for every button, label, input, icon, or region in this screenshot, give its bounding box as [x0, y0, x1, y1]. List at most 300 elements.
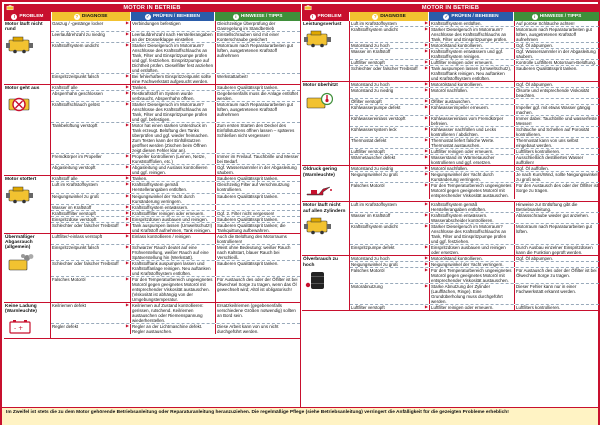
fix-cell: Kraftstoffsystem entwässern. Wasserabscheider kontrollieren.	[429, 213, 514, 223]
row-list	[51, 21, 300, 84]
arrow-right-icon: ▶	[424, 43, 428, 48]
fix-cell: Neigungswinkel der Yacht durch Kursänderung verringern.	[429, 172, 514, 182]
engine-icon	[303, 214, 348, 237]
table-row	[350, 172, 599, 183]
exclamation-icon: !	[11, 14, 17, 20]
diagnose-text: Falsches Motoröl	[52, 276, 86, 282]
tip-cell: Sauberen Qualitätssprit tanken.	[215, 194, 300, 204]
diagnose-text: Motorabnutzung	[351, 284, 383, 290]
tip-cell: Motorraum nach Reparaturarbeiten gut lüften, ausgetretenen Kraftstoff aufnehmen	[215, 43, 300, 73]
table-row	[51, 303, 300, 324]
arrow-right-icon: ▶	[424, 305, 428, 310]
tip-cell: Schläuche und Schellen auf Porosität kontrollieren.	[514, 127, 599, 137]
diagnose-text: Gaszug / -gestänge locker	[52, 21, 104, 26]
page-title: MOTOR IN BETRIEB	[421, 4, 480, 11]
diagnose-cell	[350, 149, 429, 154]
arrow-right-icon: ▶	[125, 74, 129, 79]
fix-cell: Motorölstand kontrollieren.	[429, 43, 514, 48]
diagnose-cell	[350, 105, 429, 115]
tip-cell: Ablassschraube wieder gut anziehen.	[514, 213, 599, 223]
header-problem: ! PROBLEM	[302, 12, 350, 21]
problem-cell	[4, 234, 51, 302]
arrow-right-icon: ▶	[424, 155, 428, 160]
exhaust-icon	[5, 251, 49, 274]
table-row	[51, 74, 300, 84]
tip-cell: Auch die Belüftung des Motorraums kontrollieren!	[215, 234, 300, 244]
fix-cell: Verbindungen befestigen	[130, 21, 215, 31]
problem-cell	[4, 21, 51, 84]
fix-cell: Einspritzdüsen ausbauen und reinigen oder ersetzen.	[429, 245, 514, 255]
arrow-right-icon: ▶	[424, 213, 428, 218]
diagnose-cell	[350, 66, 429, 81]
problem-group	[4, 21, 300, 85]
diagnose-cell	[350, 127, 429, 137]
tip-cell: Ggf. Wassersammler in der Abgasleitung säubern.	[215, 165, 300, 175]
diagnose-cell	[350, 49, 429, 59]
arrow-right-icon: ▶	[125, 260, 129, 265]
table-row	[51, 234, 300, 245]
tip-cell: Ölsorte und entsprechende Viskosität beachten.	[514, 88, 599, 98]
fix-cell: Motoröl nachfüllen.	[429, 166, 514, 171]
battery-icon	[5, 315, 49, 338]
diagnose-text: Einspritzzeitpunkt falsch	[52, 74, 100, 80]
engine-icon	[5, 33, 49, 56]
fix-cell: Starker Dieselgeruch im Motorraum? Anschlüsse des Kraftstoffschlauchs an Tank, Filter und Einspritzpumpe prüfen und ggf. befestigen.	[130, 102, 215, 122]
problem-group	[302, 202, 599, 256]
diagnose-text: Luft im Kraftstoffsystem	[351, 21, 397, 26]
row-list	[350, 256, 599, 310]
diagnose-cell	[350, 213, 429, 223]
diagnose-cell	[350, 116, 429, 126]
problem-cell	[302, 166, 350, 201]
diagnose-cell	[350, 60, 429, 65]
arrow-right-icon: ▶	[424, 88, 428, 93]
problem-group	[4, 303, 300, 339]
diagnose-text: Motorstand zu niedrig	[351, 166, 394, 172]
arrow-right-icon: ▶	[125, 43, 129, 48]
diagnose-cell	[51, 234, 130, 244]
tip-cell: Ggf. Wassersammler in der Abgasleitung säubern.	[514, 49, 599, 59]
diagnose-text: Wasser im Kraftstoff	[52, 204, 92, 210]
diagnose-cell	[350, 256, 429, 261]
header-problem: ! PROBLEM	[4, 12, 52, 21]
table-row	[51, 21, 300, 32]
tip-cell: Motorraum nach Reparaturarbeiten gut lüften, ausgetretenen Kraftstoff aufnehmen	[215, 102, 300, 122]
stop-icon	[5, 92, 49, 115]
diagnose-text: Abgasleitung verstopft	[52, 165, 96, 171]
diagnose-cell	[350, 166, 429, 171]
header-tips: i HINWEISE / TIPPS	[514, 12, 599, 21]
fix-cell: Einlass kontrollieren / reinigen	[130, 234, 215, 244]
diagnose-text: Luftfilter verstopft	[351, 60, 385, 66]
tip-cell: Gegebenenfalls muss die Anlage entlüftet werden.	[217, 91, 299, 102]
problem-cell	[302, 21, 350, 81]
diagnose-cell	[51, 32, 130, 42]
fix-cell: Kraftstofftank auspumpen lassen und Kraftstoffanlage reinigen. Neu auftanken und Kraftstoffsystem entlüften.	[130, 261, 215, 276]
tip-cell: Immer im Freilauf. Tauchbrille und Messer bei Bedarf.	[217, 154, 299, 165]
diagnose-text: Motorstand zu niedrig	[351, 88, 394, 94]
problem-title: Motor stottert	[5, 177, 37, 183]
table-row	[51, 32, 300, 43]
tip-cell: Impeller ggf. mit etwas Wasser gängig machen.	[514, 105, 599, 115]
table-row	[51, 223, 300, 233]
diagnose-text: Kühlwassereinlass verstopft	[351, 116, 406, 122]
diagnose-text: Motorstand zu hoch	[351, 82, 390, 88]
table-row	[350, 27, 599, 43]
diagnose-cell	[350, 27, 429, 42]
fix-cell: Motoröl nachfüllen.	[429, 88, 514, 98]
tip-cell: Sauberen Qualitätssprit tanken.	[215, 261, 300, 276]
diagnose-text: Schlechter oder falscher Treibstoff	[52, 260, 119, 266]
diagnose-text: Neigungswinkel zu groß	[351, 262, 398, 268]
tip-cell: Zum ersten Starten den Deckel des Einfüllstutzens öffnen lassen – späteres Schließen nicht vergessen!	[215, 123, 300, 153]
table-row	[350, 127, 599, 138]
diagnose-cell	[350, 305, 429, 310]
tip-cell: Auf poröse Schläuche achten!	[514, 21, 599, 26]
arrow-right-icon: ▶	[424, 105, 428, 110]
arrow-right-icon: ▶	[125, 21, 129, 25]
diagnose-text: Luft im Kraftstoffsystem	[351, 202, 397, 208]
tip-cell: Sauberen Qualitätssprit tanken; die Tankquittung aufbewahren.	[215, 223, 300, 233]
header-tips: i HINWEISE / TIPPS	[215, 12, 300, 21]
arrow-right-icon: ▶	[125, 85, 129, 90]
diagnose-cell	[51, 85, 130, 90]
problem-group	[302, 21, 599, 82]
diagnose-cell	[51, 182, 130, 192]
oilcan-icon	[303, 178, 348, 201]
arrow-right-icon: ▶	[424, 116, 428, 121]
problem-title: Keine Ladung (Warnleuchte)	[5, 303, 37, 315]
fix-cell: Für den Temperaturbereich ungeeignetes Motoröl gegen geeignetes Motoröl mit entsprechender Viskosität austauschen. (Viskosität ist abhängig von der Umgebungstemperatur.	[130, 277, 215, 302]
table-row	[350, 202, 599, 213]
tip-cell: Dieser Fehler kann nur in einer Fachwerkstatt erkannt werden.	[514, 284, 599, 304]
diagnose-cell	[350, 268, 429, 283]
diagnose-text: Keilriemen defekt	[52, 302, 86, 308]
info-icon: i	[532, 14, 538, 20]
diagnose-text: Wasser im Kraftstoff	[351, 213, 391, 219]
diagnose-cell	[51, 303, 130, 323]
diagnose-cell	[350, 138, 429, 148]
question-icon: ?	[373, 13, 377, 19]
arrow-right-icon: ▶	[424, 262, 428, 267]
problem-group	[302, 166, 599, 202]
fix-cell: Kühlwassereinlass vom Fremdkörper befreien.	[429, 116, 514, 126]
table-row	[350, 49, 599, 60]
check-icon: ✓	[145, 13, 150, 19]
fix-cell: Kraftstoffsystem entwässern und ggf. Kraftstoffsystem reinigen.	[429, 49, 514, 59]
diagnose-cell	[51, 324, 130, 334]
arrow-right-icon: ▶	[424, 149, 428, 154]
problem-cell	[302, 82, 350, 165]
temperature-icon	[303, 89, 348, 112]
tip-cell: Ausschließlich destilliertes Wasser auffüllen!	[514, 155, 599, 165]
fix-cell: Kraftstoffsystem gemäß Herstellerangaben entlüften.	[130, 182, 215, 192]
table-row	[350, 213, 599, 224]
diagnose-cell	[51, 165, 130, 175]
fix-cell: Luftfilter reinigen oder erneuern.	[429, 60, 514, 65]
diagnose-text: Regler defekt	[52, 323, 79, 329]
table-row	[350, 66, 599, 81]
table-row	[51, 91, 300, 102]
diagnose-text: Motorstand zu hoch	[351, 43, 390, 49]
arrow-right-icon: ▶	[125, 244, 129, 249]
diagnose-text: Motorstand zu hoch	[351, 256, 390, 262]
diagnose-text: Kühlwasserpumpe defekt	[351, 105, 401, 111]
tip-cell: Sauberen Qualitätssprit tanken.	[215, 217, 300, 222]
arrow-right-icon: ▶	[125, 176, 129, 181]
diagnose-cell	[350, 202, 429, 212]
tip-cell: Thermostat kann von uns selbst eingebaut werden.	[514, 138, 599, 148]
arrow-right-icon: ▶	[424, 202, 428, 207]
table-row	[350, 268, 599, 284]
row-list	[51, 85, 300, 175]
diagnose-text: Thermostat defekt	[351, 138, 387, 144]
table-row	[51, 261, 300, 277]
diagnose-text: Falsches Motoröl	[351, 183, 385, 189]
arrow-right-icon: ▶	[424, 82, 428, 87]
fix-cell: Restkraftstoff im System wurde verbraucht, Absperrhahn öffnen.	[130, 91, 215, 101]
diagnose-text: Kraftstoffschlauch gelöst	[52, 102, 100, 108]
arrow-right-icon: ▶	[424, 224, 428, 229]
row-list	[51, 234, 300, 302]
table-row	[350, 305, 599, 310]
diagnose-cell	[350, 262, 429, 267]
footer-note: Im Zweifel ist stets die zu dem Motor gehörende Betriebsanleitung oder Reparaturanleitung heranzuziehen. Die regelmäßige Pflege (siehe Betriebsanleitung) verringert die Anfälligkeit für die gezeigten Probleme erheblich!	[2, 407, 598, 425]
fix-cell: Tanken.	[130, 176, 215, 181]
info-icon: i	[233, 14, 239, 20]
tip-cell: Gleichzeitige Überprüfung der Gasregelung im Standbetrieb	[215, 21, 300, 31]
column-header	[302, 12, 599, 21]
diagnose-cell	[51, 217, 130, 222]
diagnose-text: Kühlwassersystem leck	[351, 127, 397, 133]
fix-cell: Motor hat einen starken Unterdruck im Tank erzeugt. Belüftung des Tanks überprüfen und ggf. wieder freimachen. Zum Testen kann der Einfüllstutzen geöffnet werden (Zischen beim Öffnen zeigt diesen Fehler klar an).	[130, 123, 215, 153]
tip-cell: Durch Ausbau einzelner Einspritzdüsen kann die Funktion geprüft werden.	[514, 245, 599, 255]
tip-cell: Gleichzeitig Filter auf Verschmutzung kontrollieren.	[215, 182, 300, 192]
problem-title: Motor überhitzt	[303, 83, 338, 89]
arrow-right-icon: ▶	[125, 216, 129, 221]
table-row	[51, 102, 300, 123]
diagnose-cell	[350, 82, 429, 87]
diagnose-cell	[350, 99, 429, 104]
engine-icon	[6, 4, 15, 12]
title-bar	[4, 4, 300, 12]
fix-cell: Abgasleitung und Auslass kontrollieren und ggf. reinigen.	[130, 165, 215, 175]
fix-cell: Für den Temperaturbereich ungeeignetes Motoröl gegen geeignetes Motoröl mit entsprechender Viskosität austauschen.	[429, 183, 514, 198]
tip-cell: Sauberen Qualitätssprit tanken.	[215, 176, 300, 181]
diagnose-text: Einspritzzeitpunkt falsch	[52, 244, 100, 250]
diagnose-text: Schlechter oder falscher Treibstoff	[52, 222, 119, 228]
arrow-right-icon: ▶	[125, 32, 129, 37]
table-row	[51, 154, 300, 165]
fix-cell: Starker Dieselgeruch im Motorraum? Anschlüsse des Kraftstoffschlauchs an Tank, Filter und Einspritzpumpe prüfen und ggf. festziehen.	[429, 224, 514, 244]
tip-cell	[514, 99, 599, 104]
diagnose-cell	[350, 155, 429, 165]
tip-cell: Ggf. Öl abpumpen.	[514, 256, 599, 261]
table-row	[350, 284, 599, 305]
arrow-right-icon: ▶	[424, 21, 428, 25]
table-row	[51, 277, 300, 302]
problem-cell	[4, 303, 51, 338]
diagnose-cell	[350, 172, 429, 182]
table-row	[350, 183, 599, 198]
arrow-right-icon: ▶	[125, 182, 129, 187]
tip-cell: Kontrolle Luftfilters Motorraum-Belüftung.	[514, 60, 599, 65]
arrow-right-icon: ▶	[424, 183, 428, 188]
arrow-right-icon: ▶	[125, 91, 129, 96]
diagnose-text: Schlechter oder falscher Treibstoff	[351, 66, 418, 72]
arrow-right-icon: ▶	[125, 302, 129, 307]
problem-title: Leistungsverlust	[303, 22, 342, 27]
header-fix: ✓ PRÜFEN / BEHEBEN	[131, 12, 216, 21]
row-list	[51, 303, 300, 338]
row-list	[350, 21, 599, 81]
fix-cell: Thermostat liefert falsche Werte. Thermostat austauschen.	[429, 138, 514, 148]
fix-cell: Motorölstand kontrollieren.	[429, 82, 514, 87]
diagnose-text: Kraftstofffilter verstopft	[52, 210, 96, 216]
fix-cell: Kraftstoffsystem entlüften.	[429, 21, 514, 26]
arrow-right-icon: ▶	[424, 99, 428, 104]
problem-title: Motor läuft nicht rund	[5, 22, 43, 33]
arrow-right-icon: ▶	[424, 245, 428, 250]
diagnose-cell	[350, 183, 429, 198]
arrow-right-icon: ▶	[424, 172, 428, 177]
diagnose-cell	[51, 245, 130, 260]
tip-cell: Motorraum nach Reparaturarbeiten gut lüften.	[514, 224, 599, 244]
tip-cell	[215, 205, 300, 210]
diagnose-text: Einspritzdüse verstopft	[52, 216, 97, 222]
diagnose-cell	[51, 91, 130, 101]
tip-cell: Für Austausch des oder der Ölfilter ist bei Ölwechsel Sorge zu tragen.	[514, 268, 599, 283]
table-row	[350, 245, 599, 255]
diagnose-cell	[51, 43, 130, 73]
table-row	[350, 155, 599, 165]
diagnose-cell	[51, 21, 130, 31]
tip-cell: Für Austausch des oder der Ölfilter ist bei Ölwechsel Sorge zu tragen, wenn das Öl gewechselt wird; Altöl ist obligatorisch!	[215, 277, 300, 302]
diagnose-text: Fremdkörper im Propeller	[52, 154, 102, 160]
diagnose-cell	[51, 74, 130, 84]
diagnose-text: Kraftstoff alle	[52, 85, 78, 91]
fix-cell: Propeller kontrollieren (Leinen, Netze, Kunststofffolien, etc.)	[130, 154, 215, 164]
header-diagnose: ? DIAGNOSE	[350, 12, 429, 21]
problem-cell	[302, 202, 350, 255]
diagnose-text: Luftfilter/-einlass verstopft	[52, 233, 103, 239]
diagnose-cell	[350, 224, 429, 244]
problem-title: Ölverbrauch zu hoch	[303, 257, 338, 268]
diagnose-cell	[350, 88, 429, 98]
svg-text:- +: - +	[14, 324, 24, 332]
table-row	[350, 116, 599, 127]
arrow-right-icon: ▶	[125, 210, 129, 215]
fix-cell: Neigungswinkel der Yacht verringern.	[429, 262, 514, 267]
fix-cell: Leerlaufdrehzahl nach Herstellerangaben an der Drosselklappe einstellen	[130, 32, 215, 42]
diagnose-text: Wärmetauscher defekt	[351, 155, 396, 161]
fix-cell: Einspritzdüsen ausbauen und reinigen.	[130, 217, 215, 222]
diagnose-cell	[51, 223, 130, 233]
fix-cell: Luftfilter reinigen oder erneuern.	[429, 149, 514, 154]
diagnose-cell	[51, 194, 130, 204]
fix-cell: Kühlwasser nachfüllen und Lecks kontrollieren / abdichten.	[429, 127, 514, 137]
arrow-right-icon: ▶	[125, 193, 129, 198]
tip-cell: Ggf. Öl abpumpen.	[514, 82, 599, 87]
fix-cell: Motorölstand kontrollieren.	[429, 256, 514, 261]
arrow-right-icon: ▶	[125, 323, 129, 328]
engine-icon	[5, 183, 49, 206]
column-header	[4, 12, 300, 21]
problem-cell	[4, 85, 51, 175]
row-list	[350, 202, 599, 255]
fix-cell: Neigungswinkel der Yacht durch Kursänderung verringern.	[130, 194, 215, 204]
right-panel	[302, 4, 599, 407]
arrow-right-icon: ▶	[424, 284, 428, 289]
arrow-right-icon: ▶	[125, 165, 129, 170]
diagnose-cell	[51, 211, 130, 216]
diagnose-text: Absperrhahn geschlossen	[52, 91, 103, 97]
table-row	[350, 138, 599, 149]
table-row	[51, 165, 300, 175]
tip-cell: Ggf. 2. Filter nicht vergessen!	[215, 211, 300, 216]
problem-group	[302, 82, 599, 166]
fix-cell: Starker Dieselgeruch im Motorraum? Anschlüsse des Kraftstoffschlauchs an Tank, Filter und Einspritzpumpe prüfen.	[429, 27, 514, 42]
arrow-right-icon: ▶	[125, 102, 129, 107]
tip-cell	[514, 262, 599, 267]
diagnose-cell	[350, 284, 429, 304]
table-row	[51, 194, 300, 205]
problem-title: Übermäßiger Abgasrauch (allgemein)	[5, 234, 35, 251]
table-row	[350, 88, 599, 99]
diagnose-cell	[51, 154, 130, 164]
fix-cell: Tanken.	[130, 85, 215, 90]
diagnose-text: Einspritzpumpe defekt	[351, 245, 395, 251]
exclamation-icon: !	[310, 14, 316, 20]
fix-cell: Ölfilter austauschen.	[429, 99, 514, 104]
diagnose-text: Luftfilter verstopft	[351, 149, 385, 155]
fix-cell: Luftfilter reinigen oder erneuern.	[429, 305, 514, 310]
row-list	[350, 166, 599, 201]
arrow-right-icon: ▶	[125, 233, 129, 238]
tip-cell: Einstellschrauben sind mit einer Konterschraube gesichert	[215, 32, 300, 42]
diagnose-text: Falsches Motoröl	[351, 268, 385, 274]
arrow-right-icon: ▶	[424, 27, 428, 32]
diagnose-text: Kraftstoffsystem undicht	[351, 224, 398, 230]
diagnose-text: Tankbelüftung verstopft	[52, 123, 98, 129]
left-panel	[4, 4, 301, 407]
fix-cell: Kraftstofffilter reinigen oder erneuern.	[130, 211, 215, 216]
arrow-right-icon: ▶	[424, 60, 428, 65]
left-table	[4, 21, 300, 407]
header-fix: ✓ PRÜFEN / BEHEBEN	[429, 12, 514, 21]
fix-cell: Tank auspumpen lassen (Umweltschutz!) und Kraftstoff aufnehmen, Tank reinigen.	[130, 223, 215, 233]
arrow-right-icon: ▶	[125, 154, 129, 159]
table-row	[350, 105, 599, 116]
engine-icon	[303, 27, 348, 50]
problem-group	[302, 256, 599, 311]
header-diagnose: ? DIAGNOSE	[52, 12, 131, 21]
tip-cell: Hinweise zur Entlüftung gibt die Betriebsanleitung.	[514, 202, 599, 212]
table-row	[51, 123, 300, 154]
fix-cell: Kraftstoffsystem entwässern.	[130, 205, 215, 210]
problem-cell	[302, 256, 350, 310]
table-row	[51, 324, 300, 334]
diagnose-text: Ölfilter verstopft	[351, 99, 382, 105]
diagnose-cell	[51, 277, 130, 302]
page-title: MOTOR IN BETRIEB	[123, 4, 181, 11]
table-row	[51, 245, 300, 261]
table-row	[51, 182, 300, 193]
diagnose-text: Kraftstoff alle	[52, 176, 78, 182]
fix-cell: Kraftstoffsystem gemäß Herstellerangaben entlüften.	[429, 202, 514, 212]
problem-title: Motor geht aus	[5, 86, 40, 92]
fix-cell: Starker Dieselgeruch im Motorraum? Anschlüsse des Kraftstoffschlauchs an Tank, Filter und Einspritzpumpe prüfen und ggf. festziehen. Einspritzpumpe auf Dichtheit prüfen. Dieselfilter fest anziehen und entlüften.	[132, 43, 214, 74]
